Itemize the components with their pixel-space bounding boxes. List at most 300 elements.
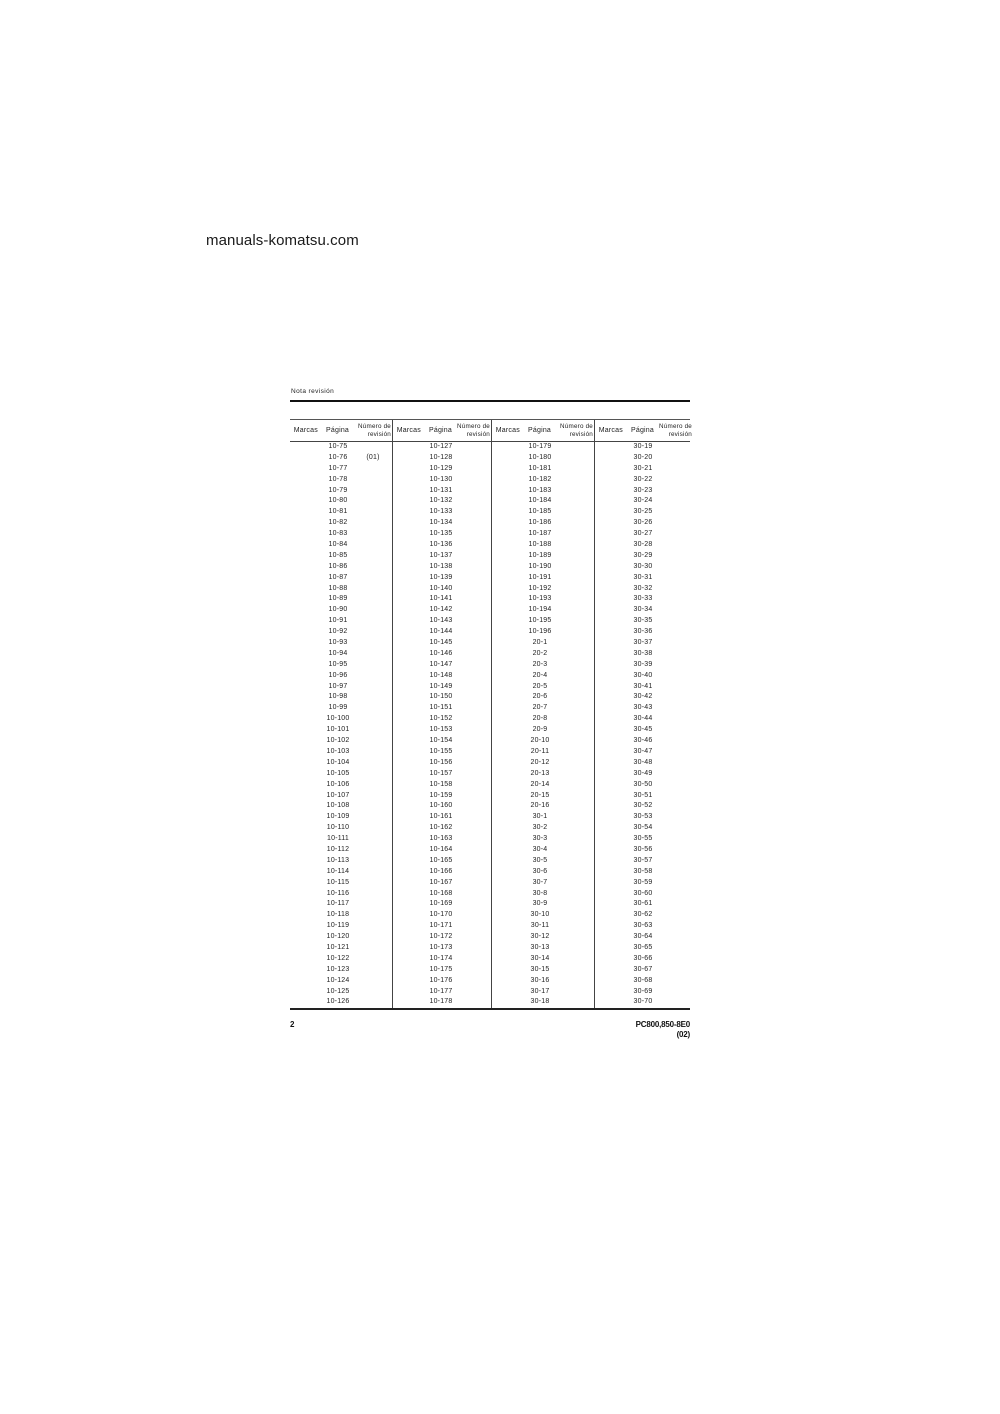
- table-row: [393, 486, 491, 497]
- marcas-cell: [492, 442, 524, 453]
- revision-cell: [354, 616, 392, 627]
- pagina-cell: 10-155: [429, 747, 453, 755]
- marcas-cell: [595, 594, 627, 605]
- pagina-cell: 10-77: [328, 464, 348, 472]
- pagina-cell: 10-140: [429, 584, 453, 592]
- pagina-cell: 30-7: [532, 878, 548, 886]
- table-row: [492, 823, 594, 834]
- revision-cell: [556, 496, 594, 507]
- header-group: [290, 420, 392, 441]
- pagina-cell: 10-158: [429, 780, 453, 788]
- revision-cell: [354, 867, 392, 878]
- pagina-cell: 30-66: [633, 954, 653, 962]
- pagina-cell: 20-12: [530, 758, 550, 766]
- revision-cell: [354, 769, 392, 780]
- marcas-cell: [492, 856, 524, 867]
- revision-cell: [556, 725, 594, 736]
- revision-cell: [659, 671, 693, 682]
- marcas-cell: [492, 932, 524, 943]
- table-row: [290, 725, 392, 736]
- marcas-cell: [290, 867, 322, 878]
- marcas-cell: [290, 573, 322, 584]
- revision-cell: [354, 976, 392, 987]
- table-row: [290, 823, 392, 834]
- table-row: [290, 671, 392, 682]
- pagina-cell: 10-196: [528, 628, 552, 636]
- marcas-cell: [393, 594, 425, 605]
- revision-cell: [457, 605, 491, 616]
- marcas-cell: [595, 736, 627, 747]
- table-row: [290, 899, 392, 910]
- table-row: [290, 878, 392, 889]
- marcas-cell: [492, 671, 524, 682]
- table-row: [393, 540, 491, 551]
- revision-cell: [457, 899, 491, 910]
- table-row: [393, 638, 491, 649]
- revision-cell: [354, 496, 392, 507]
- pagina-cell: 30-18: [530, 998, 550, 1006]
- table-row: [290, 801, 392, 812]
- revision-cell: [659, 834, 693, 845]
- pagina-cell: 10-80: [328, 497, 348, 505]
- pagina-cell: 30-52: [633, 802, 653, 810]
- marcas-cell: [290, 551, 322, 562]
- table-row: [595, 605, 693, 616]
- table-row: [595, 921, 693, 932]
- table-row: [492, 801, 594, 812]
- marcas-cell: [595, 997, 627, 1008]
- table-row: [393, 954, 491, 965]
- section-title: Nota revisión: [291, 388, 335, 395]
- marcas-cell: [492, 453, 524, 464]
- pagina-cell: 30-42: [633, 693, 653, 701]
- revision-cell: [659, 703, 693, 714]
- table-row: [595, 475, 693, 486]
- pagina-cell: 10-104: [326, 758, 350, 766]
- table-row: [492, 791, 594, 802]
- table-row: [492, 725, 594, 736]
- marcas-cell: [492, 878, 524, 889]
- marcas-cell: [595, 845, 627, 856]
- table-row: [290, 943, 392, 954]
- table-row: [492, 649, 594, 660]
- marcas-cell: [595, 801, 627, 812]
- marcas-cell: [393, 442, 425, 453]
- marcas-cell: [393, 703, 425, 714]
- revision-cell: [457, 682, 491, 693]
- revision-cell: [556, 529, 594, 540]
- header-numero-revision: Número de revisión: [457, 423, 490, 438]
- pagina-cell: 10-187: [528, 530, 552, 538]
- revision-cell: [354, 965, 392, 976]
- pagina-cell: 30-45: [633, 726, 653, 734]
- marcas-cell: [290, 616, 322, 627]
- pagina-cell: 30-63: [633, 922, 653, 930]
- revision-cell: [659, 954, 693, 965]
- revision-cell: [457, 551, 491, 562]
- marcas-cell: [393, 573, 425, 584]
- pagina-cell: 30-1: [532, 813, 548, 821]
- table-row: [595, 649, 693, 660]
- revision-cell: [556, 518, 594, 529]
- marcas-cell: [290, 518, 322, 529]
- revision-cell: [659, 889, 693, 900]
- revision-cell: [457, 801, 491, 812]
- table-row: [290, 965, 392, 976]
- marcas-cell: [492, 997, 524, 1008]
- pagina-cell: 10-92: [328, 628, 348, 636]
- pagina-cell: 10-137: [429, 551, 453, 559]
- marcas-cell: [393, 660, 425, 671]
- pagina-cell: 10-81: [328, 508, 348, 516]
- table-row: [393, 736, 491, 747]
- marcas-cell: [595, 660, 627, 671]
- pagina-cell: 30-19: [633, 443, 653, 450]
- revision-cell: [556, 889, 594, 900]
- table-row: [492, 507, 594, 518]
- marcas-cell: [492, 551, 524, 562]
- marcas-cell: [595, 518, 627, 529]
- revision-cell: [354, 823, 392, 834]
- revision-cell: [556, 682, 594, 693]
- revision-table: [290, 419, 690, 1010]
- table-row: [595, 627, 693, 638]
- table-row: [492, 878, 594, 889]
- revision-cell: [659, 867, 693, 878]
- pagina-cell: 30-5: [532, 856, 548, 864]
- table-body: [290, 442, 690, 1010]
- marcas-cell: [393, 867, 425, 878]
- table-row: [393, 987, 491, 998]
- revision-cell: [659, 594, 693, 605]
- revision-cell: [556, 714, 594, 725]
- table-row: [393, 551, 491, 562]
- revision-cell: [354, 605, 392, 616]
- marcas-cell: [290, 496, 322, 507]
- revision-cell: [354, 475, 392, 486]
- pagina-cell: 10-131: [429, 486, 453, 494]
- table-row: [290, 921, 392, 932]
- pagina-cell: 10-118: [326, 911, 350, 919]
- pagina-cell: 10-156: [429, 758, 453, 766]
- revision-cell: [457, 856, 491, 867]
- header-pagina: Página: [326, 426, 350, 434]
- revision-cell: [457, 627, 491, 638]
- marcas-cell: [492, 562, 524, 573]
- model-name: PC800,850-8E0: [635, 1020, 690, 1029]
- marcas-cell: [393, 878, 425, 889]
- table-row: [393, 605, 491, 616]
- marcas-cell: [393, 518, 425, 529]
- table-row: [290, 627, 392, 638]
- table-column-group: [290, 442, 392, 1008]
- pagina-cell: 10-170: [429, 911, 453, 919]
- table-row: [595, 791, 693, 802]
- pagina-cell: 10-85: [328, 551, 348, 559]
- table-row: [492, 605, 594, 616]
- revision-cell: [354, 932, 392, 943]
- table-row: [290, 551, 392, 562]
- marcas-cell: [595, 605, 627, 616]
- revision-cell: [457, 889, 491, 900]
- marcas-cell: [290, 453, 322, 464]
- marcas-cell: [290, 965, 322, 976]
- pagina-cell: 10-121: [326, 943, 350, 951]
- pagina-cell: 10-130: [429, 475, 453, 483]
- header-pagina: Página: [631, 426, 654, 434]
- table-row: [492, 638, 594, 649]
- watermark-text: manuals-komatsu.com: [206, 232, 359, 249]
- pagina-cell: 10-176: [429, 976, 453, 984]
- table-row: [393, 780, 491, 791]
- revision-cell: [659, 573, 693, 584]
- marcas-cell: [595, 682, 627, 693]
- marcas-cell: [393, 584, 425, 595]
- pagina-cell: 10-84: [328, 541, 348, 549]
- marcas-cell: [595, 573, 627, 584]
- pagina-cell: 10-133: [429, 508, 453, 516]
- revision-cell: [457, 616, 491, 627]
- revision-cell: [556, 736, 594, 747]
- revision-cell: [457, 943, 491, 954]
- marcas-cell: [595, 932, 627, 943]
- marcas-cell: [595, 878, 627, 889]
- marcas-cell: [290, 736, 322, 747]
- revision-cell: [659, 987, 693, 998]
- table-row: [595, 507, 693, 518]
- table-row: [595, 823, 693, 834]
- marcas-cell: [595, 747, 627, 758]
- revision-cell: [354, 943, 392, 954]
- table-row: [595, 464, 693, 475]
- revision-cell: [659, 562, 693, 573]
- revision-cell: [354, 845, 392, 856]
- table-row: [492, 573, 594, 584]
- table-row: [290, 453, 392, 464]
- pagina-cell: 10-126: [326, 998, 350, 1006]
- table-row: [492, 551, 594, 562]
- revision-cell: [457, 562, 491, 573]
- pagina-cell: 10-87: [328, 573, 348, 581]
- table-row: [595, 453, 693, 464]
- marcas-cell: [290, 823, 322, 834]
- table-row: [393, 464, 491, 475]
- revision-cell: [659, 584, 693, 595]
- marcas-cell: [595, 791, 627, 802]
- pagina-cell: 10-115: [326, 878, 350, 886]
- pagina-cell: 10-101: [326, 726, 350, 734]
- pagina-cell: 10-79: [328, 486, 348, 494]
- table-row: [595, 551, 693, 562]
- marcas-cell: [492, 638, 524, 649]
- revision-cell: [659, 627, 693, 638]
- revision-cell: [354, 638, 392, 649]
- marcas-cell: [290, 703, 322, 714]
- revision-cell: [354, 856, 392, 867]
- revision-cell: [457, 747, 491, 758]
- table-row: [595, 573, 693, 584]
- marcas-cell: [492, 954, 524, 965]
- marcas-cell: [595, 889, 627, 900]
- marcas-cell: [290, 594, 322, 605]
- pagina-cell: 30-60: [633, 889, 653, 897]
- pagina-cell: 30-24: [633, 497, 653, 505]
- pagina-cell: 10-193: [528, 595, 552, 603]
- marcas-cell: [492, 812, 524, 823]
- pagina-cell: 10-96: [328, 671, 348, 679]
- pagina-cell: 30-31: [633, 573, 653, 581]
- table-row: [290, 594, 392, 605]
- table-row: [595, 518, 693, 529]
- revision-cell: [659, 965, 693, 976]
- pagina-cell: 20-7: [532, 704, 548, 712]
- pagina-cell: 30-10: [530, 911, 550, 919]
- marcas-cell: [290, 605, 322, 616]
- table-row: [290, 692, 392, 703]
- table-row: [492, 867, 594, 878]
- table-row: [290, 834, 392, 845]
- table-row: [393, 932, 491, 943]
- pagina-cell: 10-97: [328, 682, 348, 690]
- marcas-cell: [290, 889, 322, 900]
- pagina-cell: 30-4: [532, 845, 548, 853]
- table-row: [393, 878, 491, 889]
- header-marcas: Marcas: [598, 426, 623, 434]
- pagina-cell: 10-108: [326, 802, 350, 810]
- marcas-cell: [290, 899, 322, 910]
- marcas-cell: [290, 812, 322, 823]
- marcas-cell: [393, 496, 425, 507]
- marcas-cell: [595, 867, 627, 878]
- marcas-cell: [595, 507, 627, 518]
- marcas-cell: [492, 682, 524, 693]
- pagina-cell: 10-119: [326, 922, 350, 930]
- pagina-cell: 30-43: [633, 704, 653, 712]
- revision-cell: [556, 780, 594, 791]
- revision-cell: [354, 562, 392, 573]
- pagina-cell: 30-26: [633, 519, 653, 527]
- table-row: [393, 475, 491, 486]
- table-row: [393, 682, 491, 693]
- revision-cell: [354, 573, 392, 584]
- revision-cell: [457, 442, 491, 453]
- marcas-cell: [595, 496, 627, 507]
- marcas-cell: [595, 965, 627, 976]
- revision-cell: [354, 725, 392, 736]
- table-row: [492, 987, 594, 998]
- marcas-cell: [393, 692, 425, 703]
- table-row: [393, 692, 491, 703]
- revision-cell: [556, 845, 594, 856]
- pagina-cell: 10-88: [328, 584, 348, 592]
- table-row: [595, 725, 693, 736]
- pagina-cell: 20-2: [532, 649, 548, 657]
- pagina-cell: 30-37: [633, 639, 653, 647]
- revision-cell: [457, 921, 491, 932]
- pagina-cell: 10-194: [528, 606, 552, 614]
- table-row: [492, 692, 594, 703]
- table-row: [393, 867, 491, 878]
- marcas-cell: [393, 987, 425, 998]
- revision-cell: [354, 997, 392, 1008]
- revision-cell: [457, 769, 491, 780]
- table-row: [492, 965, 594, 976]
- marcas-cell: [393, 714, 425, 725]
- pagina-cell: 10-123: [326, 965, 350, 973]
- marcas-cell: [492, 910, 524, 921]
- marcas-cell: [290, 638, 322, 649]
- pagina-cell: 30-2: [532, 824, 548, 832]
- revision-cell: [556, 834, 594, 845]
- table-row: [393, 899, 491, 910]
- revision-cell: [556, 703, 594, 714]
- revision-cell: [659, 540, 693, 551]
- revision-cell: [556, 442, 594, 453]
- table-row: [290, 889, 392, 900]
- table-row: [595, 692, 693, 703]
- pagina-cell: 10-102: [326, 737, 350, 745]
- table-row: [595, 703, 693, 714]
- marcas-cell: [595, 453, 627, 464]
- table-row: [290, 987, 392, 998]
- pagina-cell: 10-93: [328, 639, 348, 647]
- revision-cell: [659, 976, 693, 987]
- marcas-cell: [595, 627, 627, 638]
- header-pagina: Página: [429, 426, 452, 434]
- pagina-cell: 10-185: [528, 508, 552, 516]
- pagina-cell: 10-192: [528, 584, 552, 592]
- pagina-cell: 10-83: [328, 530, 348, 538]
- marcas-cell: [595, 834, 627, 845]
- marcas-cell: [290, 769, 322, 780]
- pagina-cell: 30-34: [633, 606, 653, 614]
- revision-cell: [659, 529, 693, 540]
- revision-cell: [556, 758, 594, 769]
- pagina-cell: 20-4: [532, 671, 548, 679]
- pagina-cell: 10-127: [429, 443, 453, 450]
- pagina-cell: 10-138: [429, 562, 453, 570]
- marcas-cell: [290, 507, 322, 518]
- pagina-cell: 30-13: [530, 943, 550, 951]
- pagina-cell: 20-1: [532, 639, 548, 647]
- table-row: [492, 442, 594, 453]
- table-row: [393, 627, 491, 638]
- pagina-cell: 10-180: [528, 453, 552, 461]
- pagina-cell: 30-16: [530, 976, 550, 984]
- marcas-cell: [595, 954, 627, 965]
- table-row: [290, 475, 392, 486]
- revision-cell: [556, 823, 594, 834]
- marcas-cell: [595, 529, 627, 540]
- marcas-cell: [393, 507, 425, 518]
- pagina-cell: 30-44: [633, 715, 653, 723]
- marcas-cell: [393, 453, 425, 464]
- revision-cell: [457, 671, 491, 682]
- revision-cell: [556, 573, 594, 584]
- revision-cell: [659, 780, 693, 791]
- marcas-cell: [492, 758, 524, 769]
- table-row: [492, 594, 594, 605]
- marcas-cell: [290, 442, 322, 453]
- revision-cell: [659, 518, 693, 529]
- revision-cell: [457, 954, 491, 965]
- revision-cell: [659, 910, 693, 921]
- marcas-cell: [492, 834, 524, 845]
- pagina-cell: 10-82: [328, 519, 348, 527]
- marcas-cell: [290, 671, 322, 682]
- revision-cell: [659, 856, 693, 867]
- pagina-cell: 10-99: [328, 704, 348, 712]
